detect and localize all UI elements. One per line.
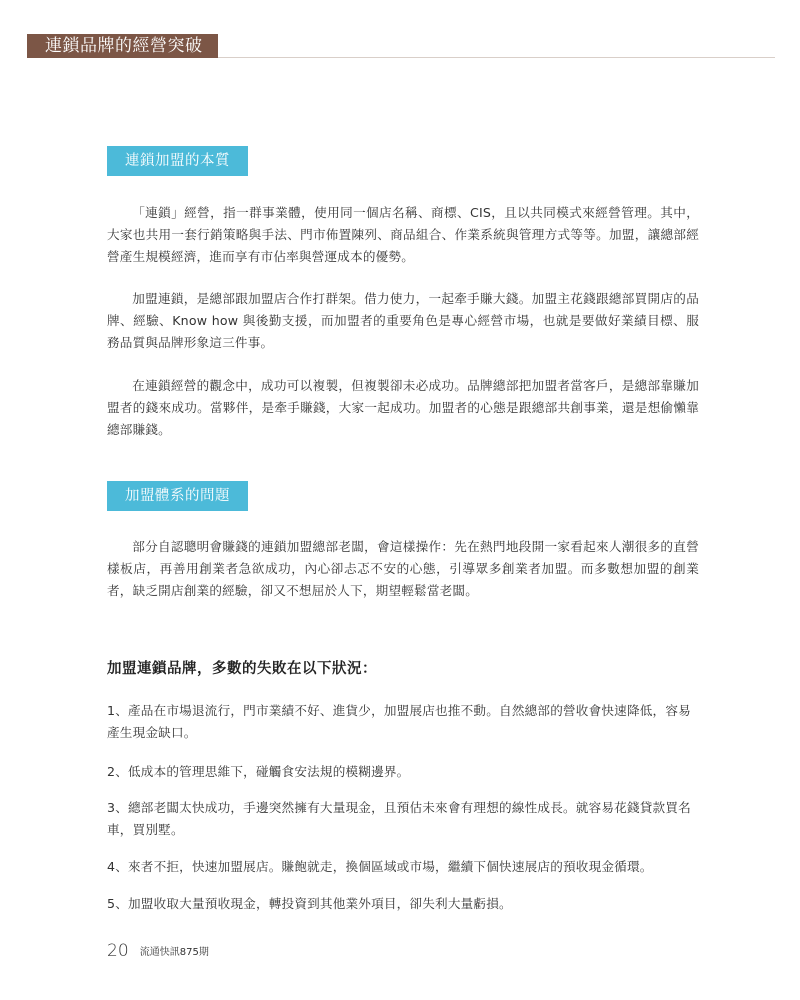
- paragraph: 加盟連鎖，是總部跟加盟店合作打群架。借力使力，一起牽手賺大錢。加盟主花錢跟總部買開店的品牌、經驗、Know how 與後勤支援，而加盟者的重要角色是專心經營市場，也就是要做好業績目標、服務品質與品牌形象這三件事。: [107, 291, 699, 350]
- paragraph: 在連鎖經營的觀念中，成功可以複製，但複製卻未必成功。品牌總部把加盟者當客戶，是總部靠賺加盟者的錢來成功。當夥伴，是牽手賺錢，大家一起成功。加盟者的心態是跟總部共創事業，還是想偷懶靠總部賺錢。: [107, 378, 699, 437]
- section-tag-franchise-problems: 加盟體系的問題: [107, 481, 248, 511]
- header-divider: [218, 57, 775, 58]
- list-item: 4、來者不拒，快速加盟展店。賺飽就走，換個區域或市場，繼續下個快速展店的預收現金循環。: [107, 859, 653, 874]
- list-item: 2、低成本的管理思維下，碰觸食安法規的模糊邊界。: [107, 764, 410, 779]
- list-item: 1、產品在市場退流行，門市業績不好、進貨少，加盟展店也推不動。自然總部的營收會快速降低，容易產生現金缺口。: [107, 703, 691, 740]
- paragraph: 「連鎖」經營，指一群事業體，使用同一個店名稱、商標、CIS，且以共同模式來經營管理。其中，大家也共用一套行銷策略與手法、門市佈置陳列、商品組合、作業系統與管理方式等等。加盟，讓總部經營產生規模經濟，進而享有市佔率與營運成本的優勢。: [107, 205, 699, 264]
- list-item: 3、總部老闆太快成功，手邊突然擁有大量現金，且預估未來會有理想的線性成長。就容易花錢貸款買名車，買別墅。: [107, 800, 691, 837]
- magazine-issue: 流通快訊875期: [139, 947, 209, 958]
- page-footer: [107, 940, 209, 961]
- paragraph: 部分自認聰明會賺錢的連鎖加盟總部老闆，會這樣操作：先在熱門地段開一家看起來人潮很多的直營樣板店，再善用創業者急欲成功，內心卻忐忑不安的心態，引導眾多創業者加盟。而多數想加盟的創業者，缺乏開店創業的經驗，卻又不想屈於人下，期望輕鬆當老闆。: [107, 539, 699, 598]
- failure-list-heading: 加盟連鎖品牌，多數的失敗在以下狀況：: [107, 661, 377, 677]
- page-header-title: 連鎖品牌的經營突破: [27, 34, 218, 58]
- page-number: 20: [107, 940, 129, 961]
- list-item: 5、加盟收取大量預收現金，轉投資到其他業外項目，卻失利大量虧損。: [107, 896, 512, 911]
- section-tag-franchise-essence: 連鎖加盟的本質: [107, 146, 248, 176]
